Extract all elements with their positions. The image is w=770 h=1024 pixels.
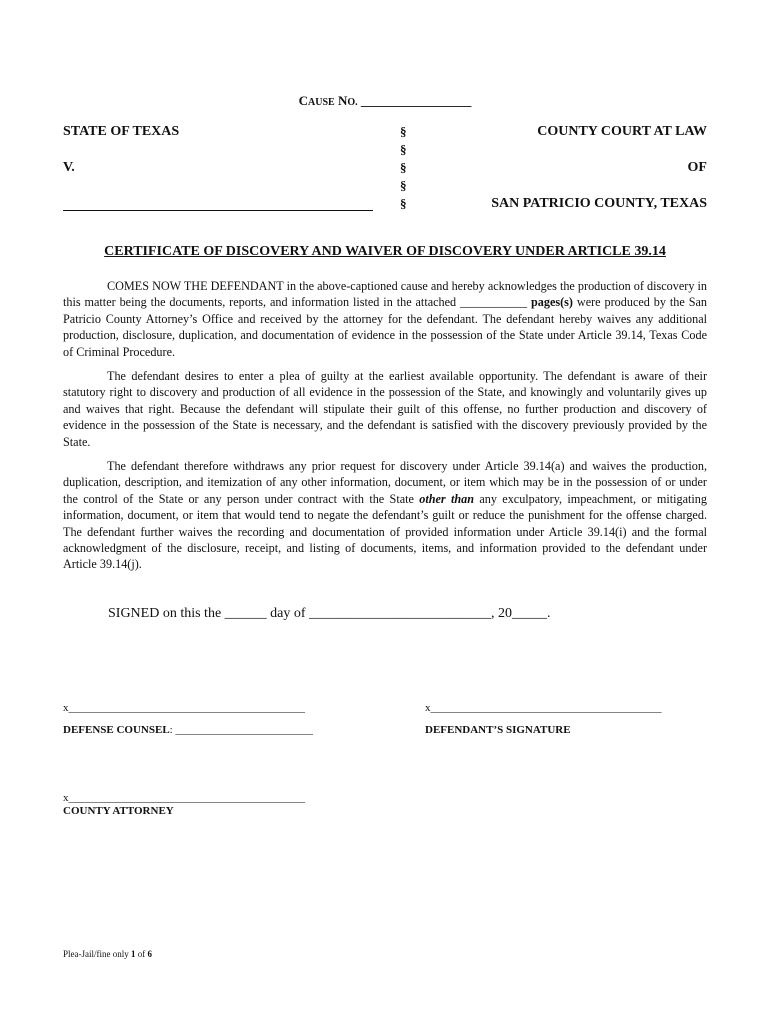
cause-number bbox=[0, 93, 770, 109]
paragraph-text: were produced by the San Patricio County Attorney’s Office and received by the attorney for the defendant. The defendant hereby waives any additional production, disclosure, duplication, and documentation of evidence in the possession of the State under Article 39.14, Texas Code of Criminal Procedure. bbox=[63, 295, 707, 359]
page-total: 6 bbox=[147, 949, 152, 959]
section-symbol: § bbox=[400, 142, 407, 157]
defense-counsel-signature-line[interactable]: x___________________________________________ bbox=[63, 702, 305, 714]
paragraph-plea: The defendant desires to enter a plea of guilty at the earliest available opportunity. The defendant is aware of their statutory right to discovery and production of all evidence in the possession of the State, and knowingly and voluntarily gives up and waives that right. Because the defendant will stipulate their guilt of this offense, no further production and discovery of evidence in the possession of the State is necessary, and the defendant is satisfied with the discovery previously provided by the State. bbox=[63, 369, 707, 449]
paragraph-text: The defendant therefore withdraws any prior request for discovery under Article 39.14(a) and waives the production, duplication, description, and itemization of any other information, document, or item which may be in the possession of or under the control of the State or any person under contract with the State bbox=[63, 459, 707, 506]
section-symbol: § bbox=[400, 178, 407, 193]
cause-label-rest: AUSE bbox=[308, 97, 335, 108]
caption-of: OF bbox=[687, 160, 707, 175]
defendant-name-line[interactable] bbox=[63, 210, 373, 211]
cause-no-first: N bbox=[337, 93, 348, 108]
defendant-signature-line[interactable]: x__________________________________________ bbox=[425, 702, 662, 714]
other-than-term: other than bbox=[419, 491, 475, 506]
section-symbol: § bbox=[400, 196, 407, 211]
caption-versus: V. bbox=[63, 160, 75, 175]
section-symbol: § bbox=[400, 124, 407, 139]
footer-of: of bbox=[135, 949, 148, 959]
caption-state: STATE OF TEXAS bbox=[63, 124, 180, 139]
section-symbol: § bbox=[400, 160, 407, 175]
paragraph-waiver bbox=[63, 458, 707, 573]
pages-term: pages(s) bbox=[531, 295, 573, 310]
defense-counsel-title: DEFENSE COUNSEL bbox=[63, 724, 170, 736]
caption-court: COUNTY COURT AT LAW bbox=[537, 124, 707, 139]
defense-counsel-label bbox=[63, 724, 313, 736]
document-title: CERTIFICATE OF DISCOVERY AND WAIVER OF DISCOVERY UNDER ARTICLE 39.14 bbox=[104, 244, 666, 259]
page-footer bbox=[63, 949, 152, 959]
cause-no-rest: O. bbox=[347, 97, 358, 108]
paragraph-acknowledgment bbox=[63, 278, 707, 360]
county-attorney-label: COUNTY ATTORNEY bbox=[63, 805, 174, 817]
page-number: 1 bbox=[130, 949, 136, 959]
cause-label-first: C bbox=[298, 93, 309, 108]
defense-counsel-name-line[interactable]: : _________________________ bbox=[169, 724, 313, 736]
signed-date-line[interactable]: SIGNED on this the ______ day of __________________________, 20_____. bbox=[108, 606, 551, 621]
paragraph-text: any exculpatory, impeachment, or mitigating information, document, or item that would tend to negate the defendant’s guilt or reduce the punishment for the offense charged. The defendant further waives the recording and documentation of provided information under Article 39.14(i) and the formal acknowledgment of the disclosure, receipt, and listing of documents, items, and information provided to the defendant under Article 39.14(j). bbox=[63, 491, 707, 572]
paragraph-text: COMES NOW THE DEFENDANT in the above-captioned cause and hereby acknowledges the production of discovery in this matter being the documents, reports, and information listed in the attached ___________ bbox=[63, 279, 707, 310]
caption-county: SAN PATRICIO COUNTY, TEXAS bbox=[491, 196, 707, 211]
defendant-signature-label: DEFENDANT’S SIGNATURE bbox=[425, 724, 571, 736]
footer-text: Plea-Jail/fine only bbox=[63, 949, 131, 959]
county-attorney-signature-line[interactable]: x___________________________________________ bbox=[63, 792, 305, 804]
cause-number-blank[interactable]: _________________ bbox=[360, 93, 472, 108]
